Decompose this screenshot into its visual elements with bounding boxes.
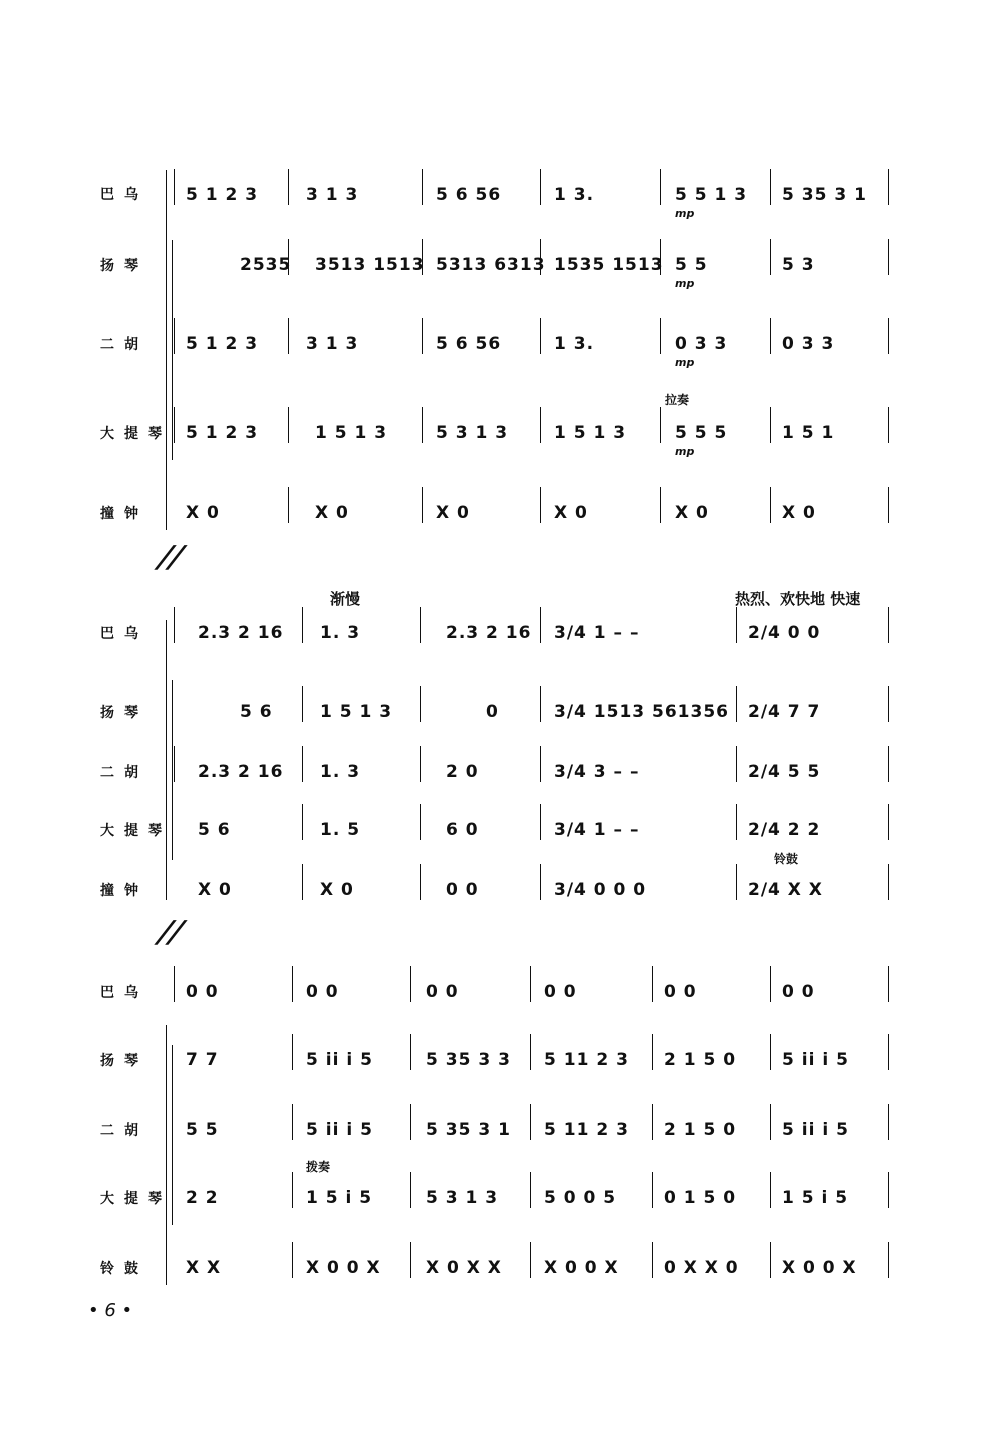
measure: 1 5 1 3 (315, 423, 388, 443)
measure: X 0 (554, 503, 588, 523)
instrument-label: 二胡 (100, 765, 148, 781)
measure: 2535 (240, 255, 292, 275)
measure: X 0 (186, 503, 220, 523)
measure: X 0 0 X (544, 1258, 619, 1278)
measure: 0 0 (306, 982, 339, 1002)
measure: 5 35 3 3 (426, 1050, 511, 1070)
measure: 0 0 (664, 982, 697, 1002)
measure: 0 0 (782, 982, 815, 1002)
measure: 1 5 1 3 (554, 423, 627, 443)
instrument-label: 铃鼓 (100, 1261, 148, 1277)
measure: 0 0 (446, 880, 479, 900)
measure: 2/4 2 2 (748, 820, 821, 840)
measure: 0 0 (426, 982, 459, 1002)
measure: 2.3 2 16 (198, 762, 284, 782)
measure: 5 3 1 3 (426, 1188, 499, 1208)
measure: 2/4 7 7 (748, 702, 821, 722)
measure: 5 11 2 3 (544, 1050, 629, 1070)
instrument-label: 大提琴 (100, 823, 172, 839)
measure: 3 1 3 (306, 185, 359, 205)
measure: X 0 0 X (306, 1258, 381, 1278)
measure: 2 0 (446, 762, 479, 782)
measure: 0 (486, 702, 499, 722)
measure: 3/4 1 – – (554, 623, 640, 643)
measure: 1 5 1 (782, 423, 835, 443)
measure: 1. 3 (320, 623, 361, 643)
tempo-marking: 渐慢 (330, 590, 361, 608)
measure: 5 6 56 (436, 334, 502, 354)
measure: 5 1 2 3 (186, 423, 259, 443)
measure: 6 0 (446, 820, 479, 840)
instrument-label: 巴乌 (100, 626, 148, 642)
system-brace (166, 620, 167, 900)
measure: 5 6 56 (436, 185, 502, 205)
instrument-label: 大提琴 (100, 1191, 172, 1207)
measure: 5 5 (675, 255, 708, 275)
pizz-mark: 拉奏 (665, 393, 690, 407)
measure: 2 1 5 0 (664, 1050, 737, 1070)
strings-brace (172, 1045, 173, 1225)
measure: X X (186, 1258, 222, 1278)
measure: X 0 (198, 880, 232, 900)
measure: 5 11 2 3 (544, 1120, 629, 1140)
measure: 0 X X 0 (664, 1258, 739, 1278)
measure: 3/4 1513 561356 (554, 702, 729, 722)
instrument-label: 巴乌 (100, 187, 148, 203)
instrument-label: 撞钟 (100, 506, 148, 522)
instrument-label: 巴乌 (100, 985, 148, 1001)
measure: 5313 6313 (436, 255, 546, 275)
measure: 7 7 (186, 1050, 219, 1070)
dynamic-mark: mp (675, 356, 695, 369)
measure: X 0 0 X (782, 1258, 857, 1278)
measure: X 0 (675, 503, 709, 523)
measure: 5 ii i 5 (782, 1120, 849, 1140)
measure: 5 ii i 5 (306, 1050, 373, 1070)
measure: 2 2 (186, 1188, 219, 1208)
instrument-label: 扬琴 (100, 705, 148, 721)
measure: 5 ii i 5 (782, 1050, 849, 1070)
dynamic-mark: mp (675, 207, 695, 220)
measure: 0 3 3 (675, 334, 728, 354)
dynamic-mark: mp (675, 445, 695, 458)
measure: 2/4 5 5 (748, 762, 821, 782)
measure: 5 1 2 3 (186, 185, 259, 205)
measure: 1. 5 (320, 820, 361, 840)
measure: 3513 1513 (315, 255, 425, 275)
measure: X 0 X X (426, 1258, 502, 1278)
strings-brace (172, 680, 173, 860)
measure: 5 5 5 (675, 423, 728, 443)
measure: 3 1 3 (306, 334, 359, 354)
system-separator: // (151, 915, 191, 950)
measure: X 0 (436, 503, 470, 523)
measure: 5 6 (198, 820, 231, 840)
measure: 2/4 X X (748, 880, 823, 900)
measure: 3/4 0 0 0 (554, 880, 647, 900)
measure: X 0 (315, 503, 349, 523)
system-brace (166, 170, 167, 530)
measure: 1 3. (554, 334, 595, 354)
dynamic-mark: mp (675, 277, 695, 290)
measure: 5 5 1 3 (675, 185, 748, 205)
measure: 0 3 3 (782, 334, 835, 354)
system-brace (166, 1025, 167, 1285)
measure: 0 0 (186, 982, 219, 1002)
measure: 5 5 (186, 1120, 219, 1140)
strings-brace (172, 240, 173, 460)
page-number: • 6 • (88, 1300, 133, 1321)
measure: 2 1 5 0 (664, 1120, 737, 1140)
measure: 5 6 (240, 702, 273, 722)
system-separator: // (151, 540, 191, 575)
measure: 2.3 2 16 (446, 623, 532, 643)
measure: X 0 (320, 880, 354, 900)
measure: 5 3 1 3 (436, 423, 509, 443)
measure: 5 35 3 1 (426, 1120, 511, 1140)
measure: 3/4 3 – – (554, 762, 640, 782)
instrument-change: 铃鼓 (774, 852, 799, 866)
measure: 5 ii i 5 (306, 1120, 373, 1140)
measure: 1. 3 (320, 762, 361, 782)
measure: 5 3 (782, 255, 815, 275)
pluck-mark: 拨奏 (306, 1160, 331, 1174)
measure: 2.3 2 16 (198, 623, 284, 643)
instrument-label: 大提琴 (100, 426, 172, 442)
measure: 5 1 2 3 (186, 334, 259, 354)
measure: 0 0 (544, 982, 577, 1002)
instrument-label: 扬琴 (100, 258, 148, 274)
measure: 5 0 0 5 (544, 1188, 617, 1208)
measure: X 0 (782, 503, 816, 523)
measure: 2/4 0 0 (748, 623, 821, 643)
instrument-label: 二胡 (100, 1123, 148, 1139)
measure: 0 1 5 0 (664, 1188, 737, 1208)
instrument-label: 扬琴 (100, 1053, 148, 1069)
measure: 1 5 1 3 (320, 702, 393, 722)
instrument-label: 二胡 (100, 337, 148, 353)
measure: 5 35 3 1 (782, 185, 867, 205)
measure: 3/4 1 – – (554, 820, 640, 840)
instrument-label: 撞钟 (100, 883, 148, 899)
measure: 1 5 i 5 (306, 1188, 373, 1208)
measure: 1 3. (554, 185, 595, 205)
tempo-marking: 热烈、欢快地 快速 (735, 590, 861, 608)
measure: 1 5 i 5 (782, 1188, 849, 1208)
measure: 1535 1513 (554, 255, 664, 275)
